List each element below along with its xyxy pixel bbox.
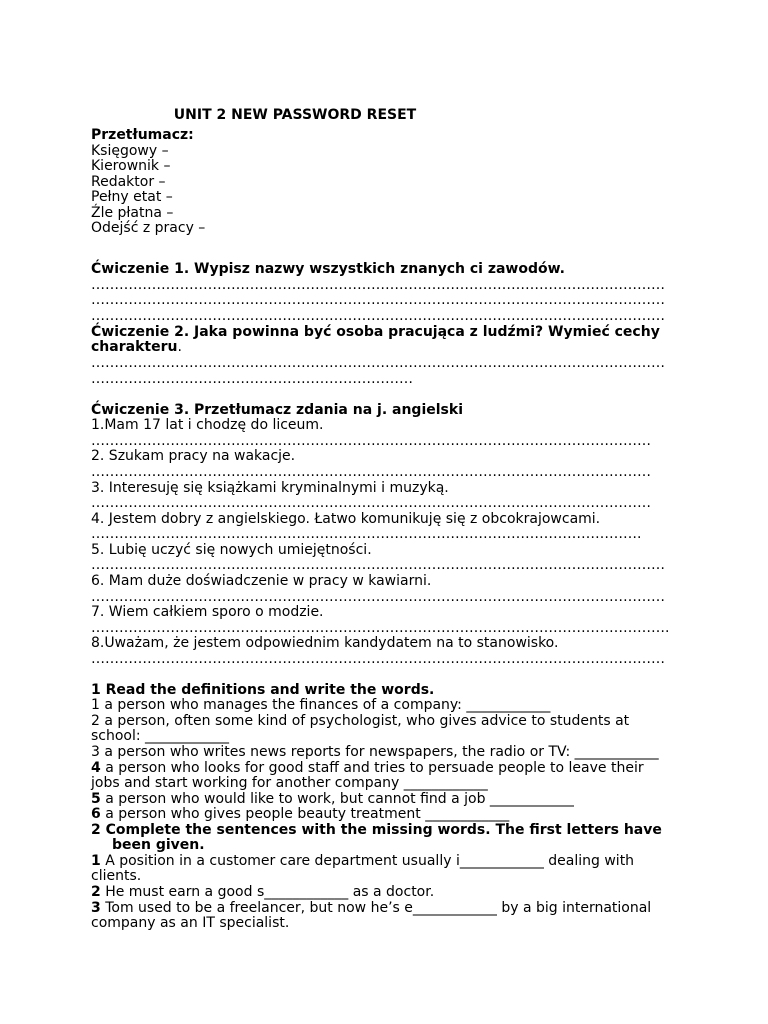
- translator-item: Odejść z pracy –: [91, 220, 206, 236]
- sentence: 3. Interesuję się książkami kryminalnymi i muzyką.: [91, 480, 449, 496]
- answer-dots: ……………………………………………………………………………………………………………: [91, 589, 665, 605]
- item-number: 5: [91, 791, 101, 807]
- sentence: 2. Szukam pracy na wakacje.: [91, 448, 296, 464]
- item-number: 3: [91, 900, 101, 916]
- sentence: 8.Uważam, że jestem odpowiednim kandydatem na to stanowisko.: [91, 635, 559, 651]
- definition-item: 2 a person, often some kind of psychologist, who gives advice to students at: [91, 713, 630, 729]
- sentence-item-cont: clients.: [91, 868, 142, 884]
- definition-item: 3 a person who writes news reports for newspapers, the radio or TV: ____________: [91, 744, 659, 760]
- exercise-2-heading-end: .: [177, 339, 182, 355]
- sentence-text: Tom used to be a freelancer, but now he’s e____________ by a big international: [100, 900, 652, 916]
- definition-item-cont: jobs and start working for another company ____________: [91, 775, 488, 791]
- answer-dots: ……………………………………………………………………………………………………………: [91, 308, 665, 324]
- page-title: UNIT 2 NEW PASSWORD RESET: [173, 107, 417, 123]
- exercise-2-heading: Ćwiczenie 2. Jaka powinna być osoba pracująca z ludźmi? Wymieć cechy: [91, 324, 660, 340]
- sentence-item-cont: company as an IT specialist.: [91, 915, 290, 931]
- sentence: 1.Mam 17 lat i chodzę do liceum.: [91, 417, 324, 433]
- exercise-3-heading: Ćwiczenie 3. Przetłumacz zdania na j. angielski: [91, 402, 463, 418]
- exercise-1-heading: Ćwiczenie 1. Wypisz nazwy wszystkich znanych ci zawodów.: [91, 261, 565, 277]
- exercise-2-heading-cont: [91, 339, 182, 355]
- answer-dots: …………………………………………………………………………………………………………: [91, 495, 651, 511]
- answer-dots: ……………………………………………………………………………………………………………: [91, 292, 665, 308]
- translator-heading: Przetłumacz:: [91, 127, 194, 143]
- exercise-2-heading-word: charakteru: [91, 339, 178, 355]
- sentence: 5. Lubię uczyć się nowych umiejętności.: [91, 542, 372, 558]
- translator-item: Redaktor –: [91, 174, 166, 190]
- answer-dots: ……………………………………………………………………………………………………………: [91, 651, 665, 667]
- sentence-text: A position in a customer care department usually i____________ dealing with: [100, 853, 635, 869]
- item-number: 2: [91, 884, 101, 900]
- sentence: 6. Mam duże doświadczenie w pracy w kawiarni.: [91, 573, 432, 589]
- translator-item: Kierownik –: [91, 158, 171, 174]
- sentence: 7. Wiem całkiem sporo o modzie.: [91, 604, 324, 620]
- item-number: 4: [91, 760, 101, 776]
- answer-dots: …………………………………………………………………………………………………………: [91, 433, 651, 449]
- complete-sentences-heading-cont: been given.: [112, 837, 205, 853]
- answer-dots: …………………………………………………………………………………………………………….: [91, 620, 670, 636]
- definition-item-cont: school: ____________: [91, 728, 230, 744]
- sentence-item: [91, 900, 651, 916]
- definition-item: 1 a person who manages the finances of a company: ____________: [91, 697, 551, 713]
- sentence-item: [91, 884, 434, 900]
- definition-item: [91, 806, 509, 822]
- answer-dots: ……………………………………………………………………………………………………………: [91, 557, 665, 573]
- translator-item: Księgowy –: [91, 143, 169, 159]
- definition-item: [91, 791, 574, 807]
- answer-dots: ……………………………………………………………………………………………………….: [91, 526, 642, 542]
- definition-text: a person who looks for good staff and tries to persuade people to leave their: [100, 760, 644, 776]
- answer-dots: …………………………………………………………………………………………………………: [91, 464, 651, 480]
- answer-dots: ……………………………………………………………………………………………………………: [91, 355, 665, 371]
- item-number: 6: [91, 806, 101, 822]
- complete-sentences-heading: 2 Complete the sentences with the missing words. The first letters have: [91, 822, 662, 838]
- item-number: 1: [91, 853, 101, 869]
- sentence: 4. Jestem dobry z angielskiego. Łatwo komunikuję się z obcokrajowcami.: [91, 511, 601, 527]
- definition-text: a person who would like to work, but cannot find a job ____________: [100, 791, 574, 807]
- translator-item: Źle płatna –: [91, 205, 174, 221]
- definition-text: a person who gives people beauty treatment ____________: [100, 806, 510, 822]
- definitions-heading: 1 Read the definitions and write the words.: [91, 682, 435, 698]
- definition-item: [91, 760, 644, 776]
- sentence-item: [91, 853, 634, 869]
- sentence-text: He must earn a good s____________ as a doctor.: [100, 884, 435, 900]
- answer-dots: ……………………………………………………………………………………………………………: [91, 277, 665, 293]
- translator-item: Pełny etat –: [91, 189, 173, 205]
- answer-dots: ……………………………………………………………: [91, 371, 413, 387]
